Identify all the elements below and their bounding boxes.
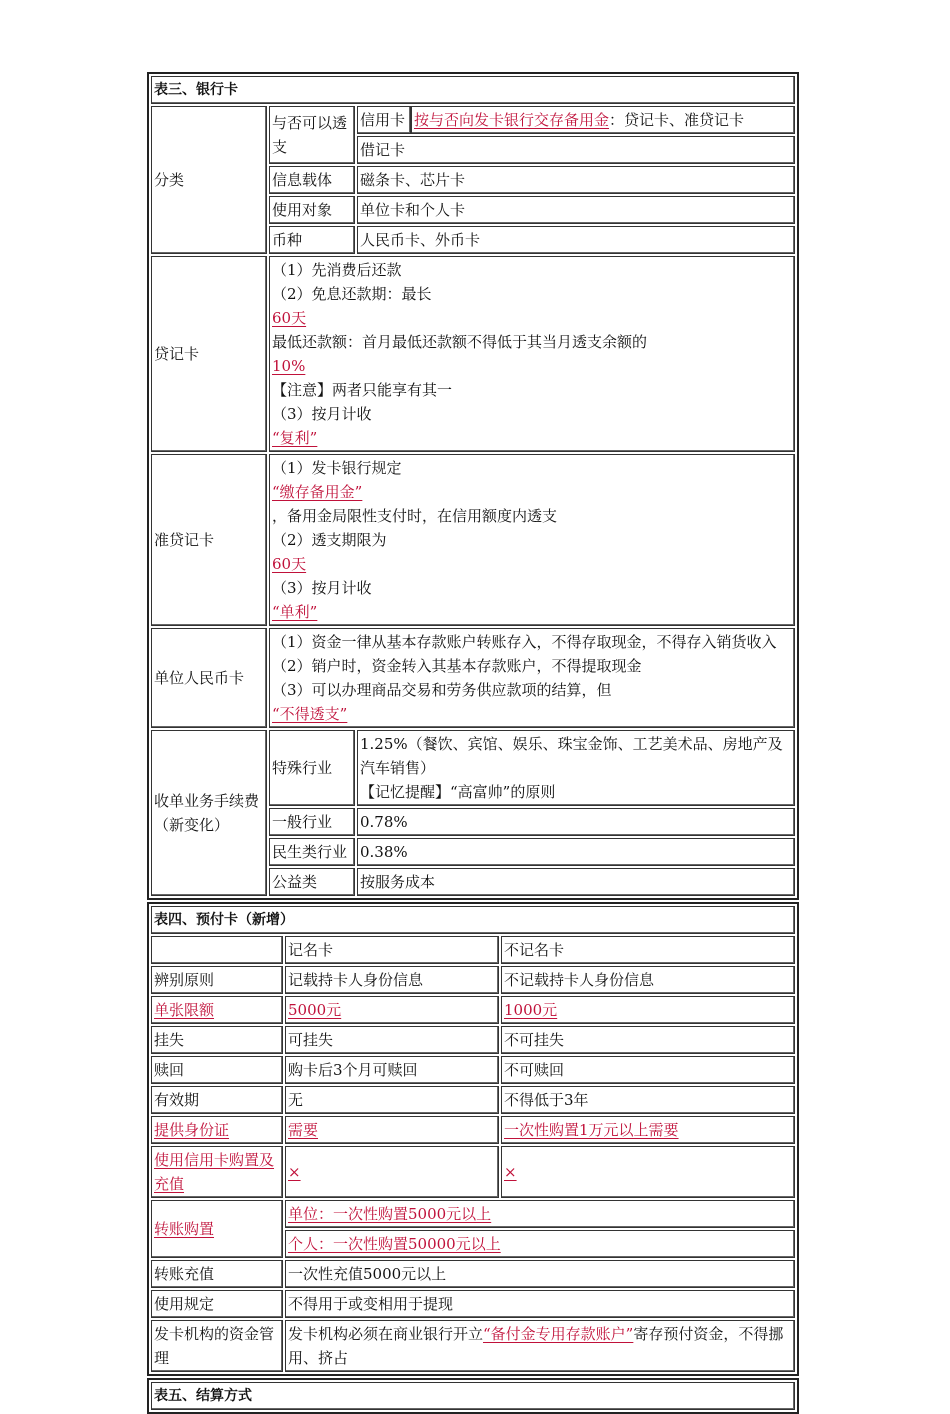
user-value: 单位卡和个人卡 xyxy=(357,196,795,224)
row-label: 辨别原则 xyxy=(151,966,283,994)
table-row xyxy=(151,1086,795,1114)
cell-named: 购卡后3个月可赎回 xyxy=(285,1056,499,1084)
cell-named: 可挂失 xyxy=(285,1026,499,1054)
cell-merged: 一次性充值5000元以上 xyxy=(285,1260,795,1288)
fees-label: 收单业务手续费（新变化） xyxy=(151,730,267,896)
table-row xyxy=(151,1200,795,1228)
cell-merged: 发卡机构必须在商业银行开立“备付金专用存款账户”寄存预付资金，不得挪用、挤占 xyxy=(285,1320,795,1372)
table-row xyxy=(151,1320,795,1372)
public-welfare-value: 按服务成本 xyxy=(357,868,795,896)
carrier-value: 磁条卡、芯片卡 xyxy=(357,166,795,194)
col-header-named: 记名卡 xyxy=(285,936,499,964)
table-title: 表三、银行卡 xyxy=(151,76,795,104)
debit-card-label: 借记卡 xyxy=(357,136,795,164)
unit-rmb-label: 单位人民币卡 xyxy=(151,628,267,728)
table-settlement xyxy=(147,1378,799,1414)
credit-card-section-body: （1）先消费后还款 （2）免息还款期：最长 60天 最低还款额：首月最低还款额不得低于其当月透支余额的 10% 【注意】两者只能享有其一 （3）按月计收 “复利” xyxy=(269,256,795,452)
public-welfare-label: 公益类 xyxy=(269,868,355,896)
cell-named: 无 xyxy=(285,1086,499,1114)
credit-card-detail: 按与否向发卡银行交存备用金：贷记卡、准贷记卡 xyxy=(411,106,795,134)
cell-unnamed: 不可赎回 xyxy=(501,1056,795,1084)
cell-unnamed: 1000元 xyxy=(501,996,795,1024)
row-label: 挂失 xyxy=(151,1026,283,1054)
col-header-unnamed: 不记名卡 xyxy=(501,936,795,964)
row-label: 使用规定 xyxy=(151,1290,283,1318)
currency-label: 币种 xyxy=(269,226,355,254)
document-page xyxy=(147,72,803,1414)
quasi-credit-label: 准贷记卡 xyxy=(151,454,267,626)
table-row xyxy=(151,1056,795,1084)
row-label: 有效期 xyxy=(151,1086,283,1114)
table-row xyxy=(151,996,795,1024)
carrier-label: 信息载体 xyxy=(269,166,355,194)
row-label: 使用信用卡购置及充值 xyxy=(151,1146,283,1198)
table-row xyxy=(151,1290,795,1318)
special-industry-value: 1.25%（餐饮、宾馆、娱乐、珠宝金饰、工艺美术品、房地产及汽车销售） 【记忆提醒】“高富帅”的原则 xyxy=(357,730,795,806)
user-label: 使用对象 xyxy=(269,196,355,224)
cell-unnamed: 不记载持卡人身份信息 xyxy=(501,966,795,994)
row-label: 转账充值 xyxy=(151,1260,283,1288)
cell-merged: 不得用于或变相用于提现 xyxy=(285,1290,795,1318)
row-label: 提供身份证 xyxy=(151,1116,283,1144)
general-industry-label: 一般行业 xyxy=(269,808,355,836)
row-label: 转账购置 xyxy=(151,1200,283,1258)
table-prepaid-card xyxy=(147,902,799,1376)
corner-cell xyxy=(151,936,283,964)
row-label: 赎回 xyxy=(151,1056,283,1084)
cell-merged: 单位：一次性购置5000元以上 xyxy=(285,1200,795,1228)
table-row xyxy=(151,1146,795,1198)
special-industry-label: 特殊行业 xyxy=(269,730,355,806)
overdraft-label: 与否可以透支 xyxy=(269,106,355,164)
cell-merged: 个人：一次性购置50000元以上 xyxy=(285,1230,795,1258)
table-title: 表四、预付卡（新增） xyxy=(151,906,795,934)
table-row xyxy=(151,1260,795,1288)
table-title: 表五、结算方式 xyxy=(151,1382,795,1410)
cell-named: 5000元 xyxy=(285,996,499,1024)
cell-unnamed: 不可挂失 xyxy=(501,1026,795,1054)
credit-card-section-label: 贷记卡 xyxy=(151,256,267,452)
cell-named: × xyxy=(285,1146,499,1198)
classification-label: 分类 xyxy=(151,106,267,254)
credit-card-label: 信用卡 xyxy=(357,106,411,134)
table-bank-card xyxy=(147,72,799,900)
table-row xyxy=(151,966,795,994)
currency-value: 人民币卡、外币卡 xyxy=(357,226,795,254)
table-row xyxy=(151,1116,795,1144)
table-row xyxy=(151,1026,795,1054)
cell-named: 需要 xyxy=(285,1116,499,1144)
livelihood-industry-value: 0.38% xyxy=(357,838,795,866)
row-label: 发卡机构的资金管理 xyxy=(151,1320,283,1372)
unit-rmb-body: （1）资金一律从基本存款账户转账存入，不得存取现金，不得存入销货收入 （2）销户时，资金转入其基本存款账户，不得提取现金 （3）可以办理商品交易和劳务供应款项的结算，但 “不得透支” xyxy=(269,628,795,728)
cell-unnamed: 不得低于3年 xyxy=(501,1086,795,1114)
cell-unnamed: × xyxy=(501,1146,795,1198)
cell-unnamed: 一次性购置1万元以上需要 xyxy=(501,1116,795,1144)
row-label: 单张限额 xyxy=(151,996,283,1024)
general-industry-value: 0.78% xyxy=(357,808,795,836)
livelihood-industry-label: 民生类行业 xyxy=(269,838,355,866)
cell-named: 记载持卡人身份信息 xyxy=(285,966,499,994)
quasi-credit-body: （1）发卡银行规定 “缴存备用金” ，备用金局限性支付时，在信用额度内透支 （2）透支期限为 60天 （3）按月计收 “单利” xyxy=(269,454,795,626)
